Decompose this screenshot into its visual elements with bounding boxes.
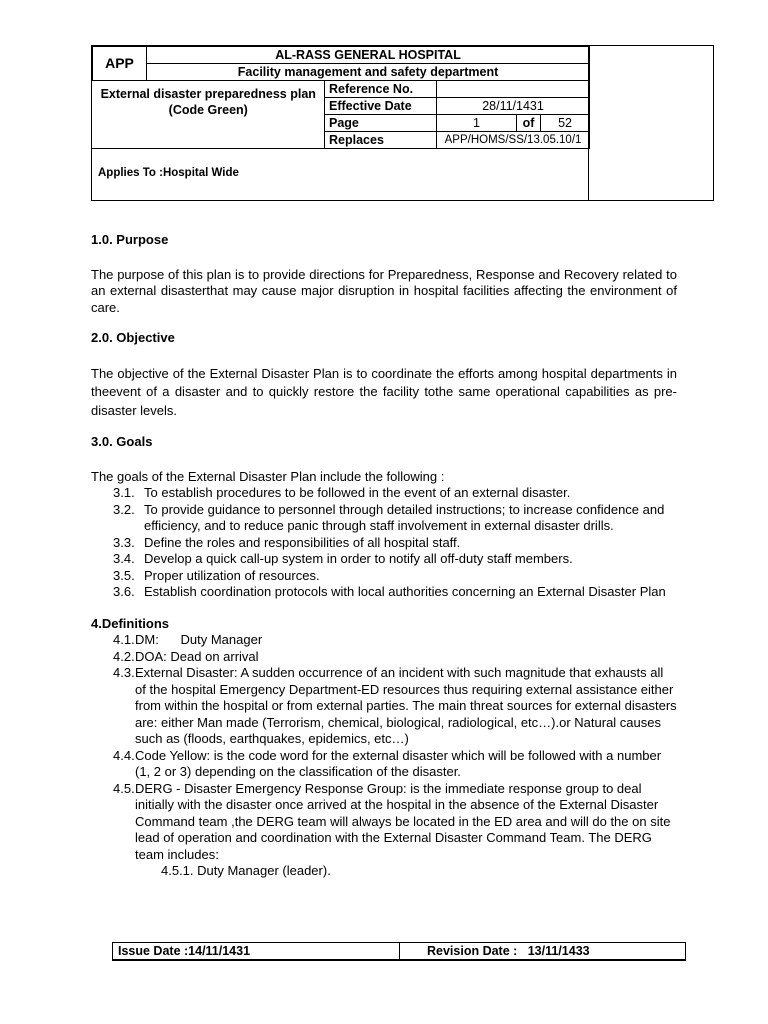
- list-item: 4.1. DM: Duty Manager: [113, 632, 263, 647]
- replaces-label: Replaces: [325, 132, 437, 149]
- sub-list-item: 4.5.1. Duty Manager (leader).: [161, 863, 331, 878]
- goals-list: [91, 485, 677, 601]
- reference-value: [437, 81, 590, 98]
- purpose-heading: 1.0. Purpose: [91, 232, 169, 247]
- list-item: 4.5. DERG - Disaster Emergency Response Group: is the immediate response group to deal initially with the disaster once arrived at the hospital in the absence of the External Disaster Command team ,the DERG team will always be located in the ED area and will do the on site lead of operation and coordination with the External Disaster Command Team. The DERG team includes:: [113, 780, 671, 862]
- list-item: 4.4. Code Yellow: is the code word for the external disaster which will be followed with a number (1, 2 or 3) depending on the classification of the disaster.: [113, 747, 662, 779]
- plan-title: External disaster preparedness plan (Code Green): [93, 81, 325, 149]
- objective-text: The objective of the External Disaster Plan is to coordinate the efforts among hospital departments in theevent of a disaster and to quickly restore the facility tothe same operational capabilities as pre-disaster levels.: [91, 365, 677, 418]
- department-name: Facility management and safety department: [147, 64, 590, 81]
- reference-label: Reference No.: [325, 81, 437, 98]
- list-item: 3.1. To establish procedures to be followed in the event of an external disaster.: [113, 485, 571, 500]
- document-footer: [112, 942, 686, 961]
- purpose-text: The purpose of this plan is to provide directions for Preparedness, Response and Recovery related to an external disasterthat may cause major disruption in hospital facilities affecting the environment of care.: [91, 266, 677, 315]
- definitions-heading: 4.Definitions: [91, 615, 170, 631]
- list-item: 3.5. Proper utilization of resources.: [113, 567, 320, 583]
- list-item: 4.3. External Disaster: A sudden occurrence of an incident with such magnitude that exhausts all of the hospital Emergency Department-ED resources thus requiring external assistance either from within the hospital or from external parties. The main threat sources for external disasters are: either Man made (Terrorism, chemical, biological, radiological, etc…).or Natural causes such as (floods, earthquakes, epidemics, etc…): [113, 665, 677, 746]
- list-item: 4.2. DOA: Dead on arrival: [113, 648, 259, 664]
- page-total: 52: [541, 115, 590, 132]
- effective-date-label: Effective Date: [325, 98, 437, 115]
- goals-intro: The goals of the External Disaster Plan include the following :: [91, 468, 445, 484]
- document-body: [91, 232, 677, 880]
- applies-to: Applies To :Hospital Wide: [98, 167, 239, 179]
- document-header: [91, 45, 714, 201]
- replaces-value: APP/HOMS/SS/13.05.10/1: [437, 132, 590, 149]
- list-item: 3.3. Define the roles and responsibilities of all hospital staff.: [113, 534, 461, 550]
- list-item: 3.4. Develop a quick call-up system in order to notify all off-duty staff members.: [113, 551, 573, 566]
- goals-heading: 3.0. Goals: [91, 434, 153, 449]
- header-right-divider: [588, 46, 589, 201]
- list-item: 3.2. To provide guidance to personnel through detailed instructions; to increase confidence and efficiency, and to reduce panic through staff involvement in external disaster drills.: [113, 501, 665, 533]
- page-number: 1: [437, 115, 517, 132]
- app-code: APP: [93, 47, 147, 81]
- page-of: of: [517, 115, 541, 132]
- revision-date: Revision Date : 13/11/1433: [427, 944, 590, 958]
- hospital-name: AL-RASS GENERAL HOSPITAL: [147, 47, 590, 64]
- header-table: [92, 46, 590, 149]
- footer-divider: [399, 943, 400, 960]
- definitions-list: [91, 632, 677, 863]
- page-label: Page: [325, 115, 437, 132]
- effective-date-value: 28/11/1431: [437, 98, 590, 115]
- issue-date: Issue Date :14/11/1431: [118, 944, 251, 958]
- objective-heading: 2.0. Objective: [91, 330, 175, 345]
- list-item: 3.6. Establish coordination protocols with local authorities concerning an External Disaster Plan: [113, 584, 666, 599]
- header-divider: [92, 148, 589, 149]
